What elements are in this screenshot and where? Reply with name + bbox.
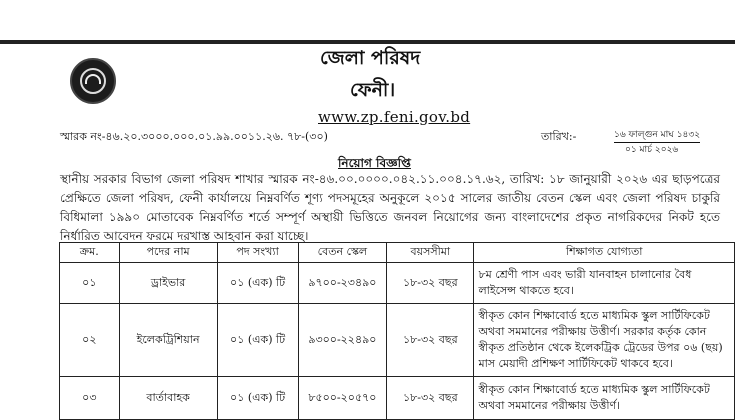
col-header-scale: বেতন স্কেল — [298, 243, 387, 263]
cell-age: ১৮-৩২ বছর — [387, 377, 474, 420]
cell-count: ০১ (এক) টি — [217, 263, 298, 304]
col-header-count: পদ সংখ্যা — [217, 243, 298, 263]
memo-reference: স্মারক নং-৪৬.২০.৩০০০.০০০.০১.৯৯.০০১১.২৬. ৭৮-(৩০) — [60, 130, 328, 143]
cell-scale: ৮৫০০-২০৫৭০ — [298, 377, 387, 420]
cell-post: বার্তাবাহক — [119, 377, 217, 420]
cell-post: ইলেকট্রিশিয়ান — [119, 304, 217, 377]
table-header-row — [60, 243, 735, 263]
cell-serial: ০১ — [60, 263, 120, 304]
cell-qualification: ৮ম শ্রেণী পাস এবং ভারী যানবাহন চালানোর বৈধ লাইসেন্স থাকতে হবে। — [474, 263, 735, 304]
website-link[interactable]: www.zp.feni.gov.bd — [318, 108, 471, 126]
col-header-qualification: শিক্ষাগত যোগ্যতা — [474, 243, 735, 263]
seal-emblem — [85, 74, 101, 84]
cell-qualification: স্বীকৃত কোন শিক্ষাবোর্ড হতে মাধ্যমিক স্কুল সার্টিফিকেট অথবা সমমানের পরীক্ষায় উত্তীর্ণ। — [474, 377, 735, 420]
date-label: তারিখ:- — [541, 130, 577, 143]
table-row — [60, 263, 735, 304]
cell-age: ১৮-৩২ বছর — [387, 263, 474, 304]
date-bangla: ১৬ ফাল্গুন মাঘ ১৪৩২ — [614, 127, 700, 143]
notice-body: স্থানীয় সরকার বিভাগ জেলা পরিষদ শাখার স্মারক নং-৪৬.০০.০০০০.০৪২.১১.০০৪.১৭.৬২, তারিখ: ১৮ জানুয়ারী ২০২৬ এর ছাড়পত্রের প্রেক্ষিতে জেলা পরিষদ, ফেনী কার্যালয়ে নিম্নবর্ণিত শূণ্য পদসমূহের অনুকূলে ২০১৫ সালের জাতীয় বেতন স্কেল এবং জেলা পরিষদ চাকুরি বিধিমালা ১৯৯০ মোতাবেক নিম্নবর্ণিত শর্তে সম্পূর্ণ অস্থায়ী ভিত্তিতে জনবল নিয়োগের জন্য বাংলাদেশের প্রকৃত নাগরিকদের নিকট হতে নির্ধারিত আবেদন ফরমে দরখাস্ত আহবান করা যাচ্ছে। — [60, 172, 720, 243]
cell-qualification: স্বীকৃত কোন শিক্ষাবোর্ড হতে মাধ্যমিক স্কুল সার্টিফিকেট অথবা সমমানের পরীক্ষায় উত্তীর্ণ। সরকার কর্তৃক কোন স্বীকৃত প্রতিষ্ঠান থেকে ইলেকট্রিক ট্রেডের উপর ০৬ (ছয়) মাস মেয়াদী প্রশিক্ষণ সার্টিফিকেট থাকবে হবে। — [474, 304, 735, 377]
notice-heading: নিয়োগ বিজ্ঞপ্তি — [338, 156, 411, 170]
office-title: জেলা পরিষদ — [320, 47, 421, 69]
cell-scale: ৯৭০০-২৩৪৯০ — [298, 263, 387, 304]
office-district: ফেনী। — [350, 79, 396, 101]
cell-count: ০১ (এক) টি — [217, 304, 298, 377]
table-row — [60, 377, 735, 420]
col-header-post: পদের নাম — [119, 243, 217, 263]
table-row — [60, 304, 735, 377]
date-english: ০১ মার্চ ২০২৬ — [625, 145, 679, 155]
cell-age: ১৮-৩২ বছর — [387, 304, 474, 377]
col-header-serial: ক্রম. — [60, 243, 120, 263]
vacancy-table — [59, 242, 735, 420]
cell-serial: ০২ — [60, 304, 120, 377]
cell-count: ০১ (এক) টি — [217, 377, 298, 420]
cell-serial: ০৩ — [60, 377, 120, 420]
cell-post: ড্রাইভার — [119, 263, 217, 304]
col-header-age: বয়সসীমা — [387, 243, 474, 263]
district-council-seal-logo — [70, 58, 116, 104]
cell-scale: ৯৩০০-২২৪৯০ — [298, 304, 387, 377]
